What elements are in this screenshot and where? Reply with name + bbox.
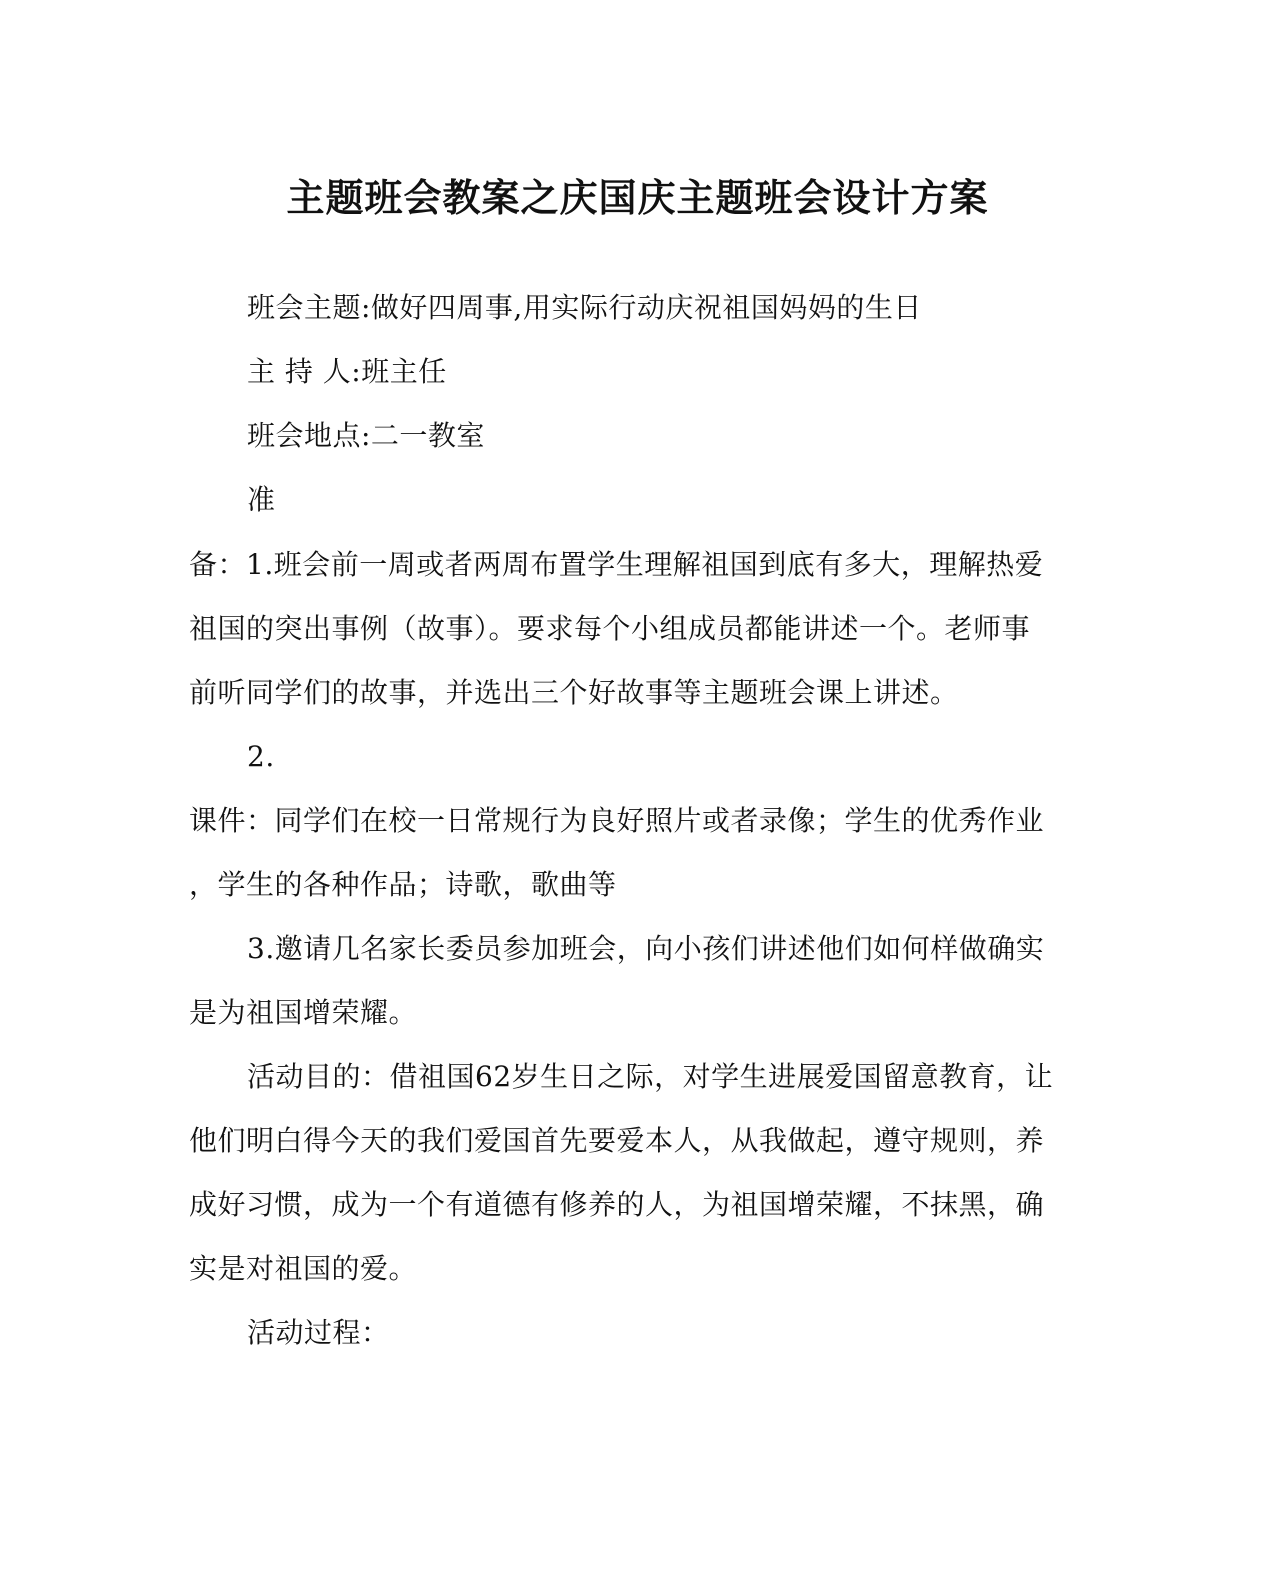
topic-line: 班会主题:做好四周事,用实际行动庆祝祖国妈妈的生日 — [247, 291, 922, 324]
preparation-item-3-line-2: 是为祖国增荣耀。 — [189, 996, 418, 1029]
preparation-item-1-line-1: 备：1.班会前一周或者两周布置学生理解祖国到底有多大，理解热爱 — [189, 548, 1044, 581]
location-line: 班会地点:二一教室 — [247, 419, 485, 452]
objective-line-2: 他们明白得今天的我们爱国首先要爱本人，从我做起，遵守规则，养 — [189, 1124, 1045, 1157]
preparation-item-2-number: 2. — [247, 740, 275, 773]
preparation-item-2-line-1: 课件：同学们在校一日常规行为良好照片或者录像；学生的优秀作业 — [189, 804, 1045, 837]
preparation-item-2-line-2: ，学生的各种作品；诗歌，歌曲等 — [189, 868, 617, 901]
preparation-heading: 准 — [247, 483, 276, 516]
host-line: 主 持 人:班主任 — [247, 355, 447, 388]
process-heading: 活动过程： — [247, 1316, 390, 1349]
document-title: 主题班会教案之庆国庆主题班会设计方案 — [286, 175, 989, 220]
preparation-item-1-line-2: 祖国的突出事例（故事）。要求每个小组成员都能讲述一个。老师事 — [189, 612, 1031, 645]
objective-line-4: 实是对祖国的爱。 — [189, 1252, 418, 1285]
preparation-item-1-line-3: 前听同学们的故事，并选出三个好故事等主题班会课上讲述。 — [189, 676, 959, 709]
objective-line-3: 成好习惯，成为一个有道德有修养的人，为祖国增荣耀，不抹黑，确 — [189, 1188, 1045, 1221]
preparation-item-3-line-1: 3.邀请几名家长委员参加班会，向小孩们讲述他们如何样做确实 — [247, 932, 1045, 965]
objective-line-1: 活动目的：借祖国62岁生日之际，对学生进展爱国留意教育，让 — [247, 1060, 1054, 1093]
